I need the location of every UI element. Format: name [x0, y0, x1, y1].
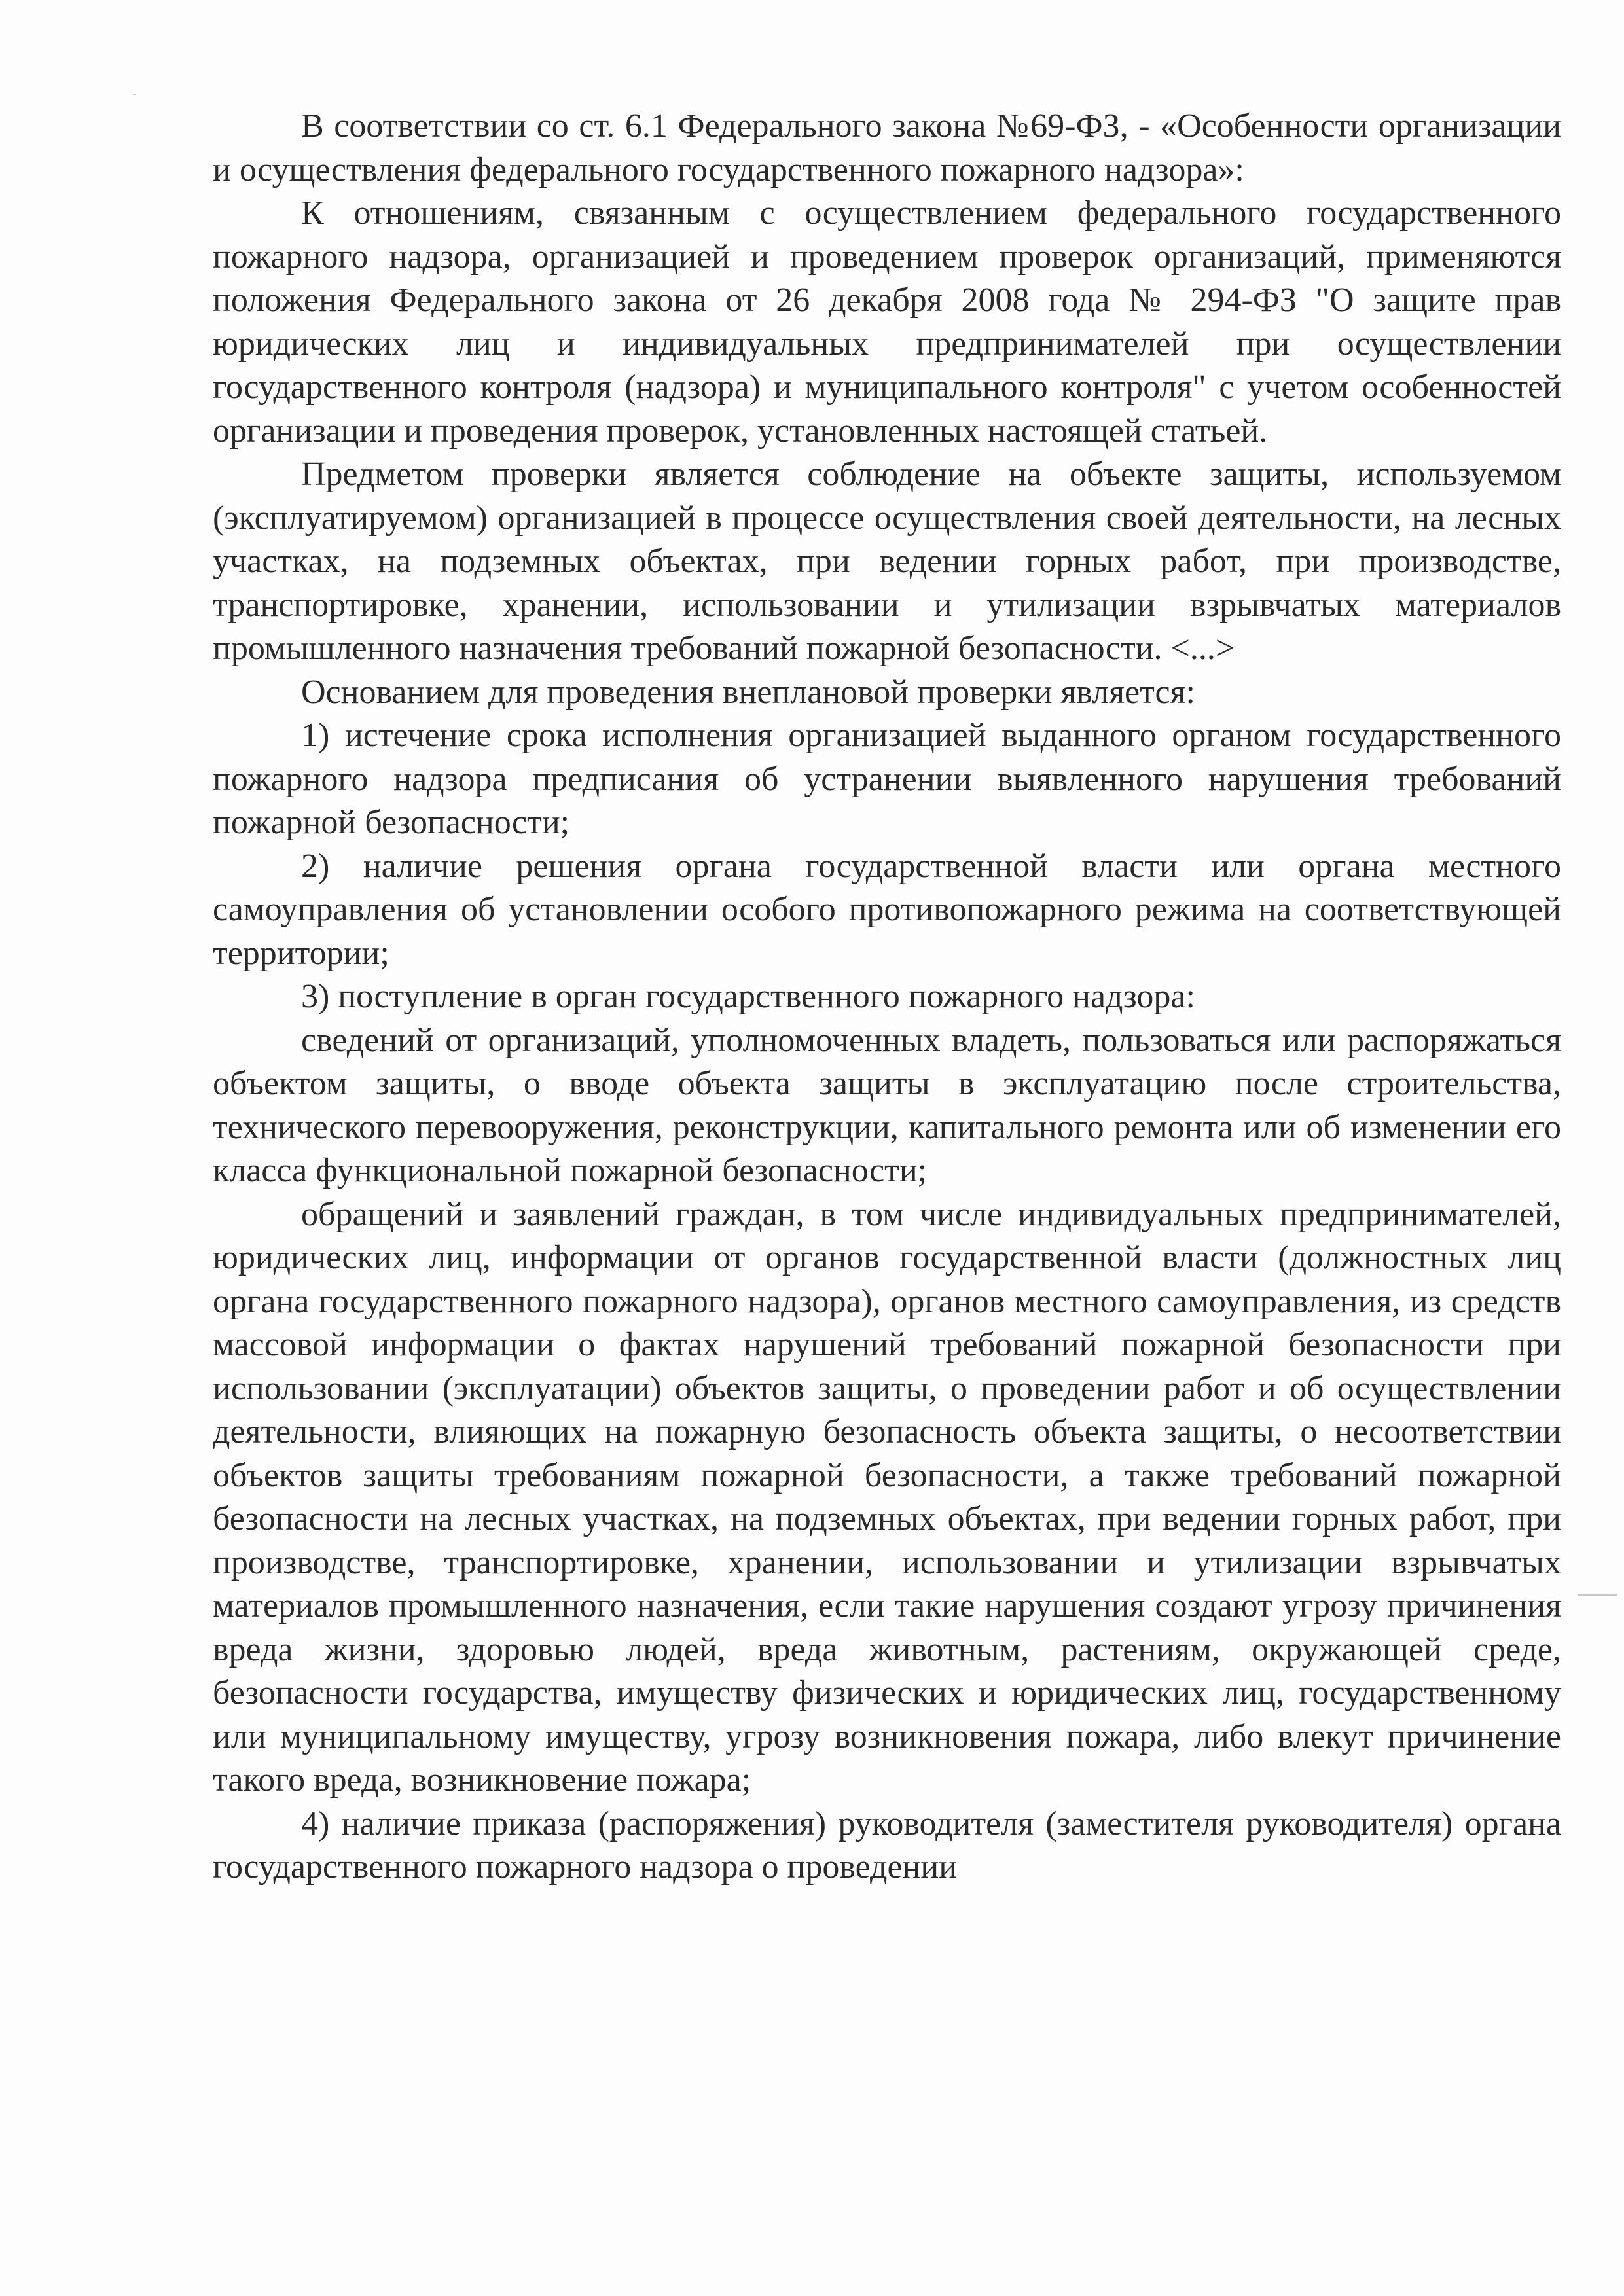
intro-paragraph: В соответствии со ст. 6.1 Федерального закона №69-ФЗ, - «Особенности организации и осуществления федерального государственного пожарного надзора»: [213, 107, 1561, 188]
ground-item-1: 1) истечение срока исполнения организацией выданного органом государственного пожарного надзора предписания об устранении выявленного нарушения требований пожарной безопасности; [213, 717, 1561, 841]
ground-item-3-info: сведений от организаций, уполномоченных владеть, пользоваться или распоряжаться объектом защиты, о вводе объекта защиты в эксплуатацию после строительства, технического перевооружения, реконструкции, капитального ремонта или об изменении его класса функциональной пожарной безопасности; [213, 1021, 1561, 1189]
ground-item-3-appeals: обращений и заявлений граждан, в том числе индивидуальных предпринимателей, юридических лиц, информации от органов государственной власти (должностных лиц органа государственного пожарного надзора), органов местного самоуправления, из средств массовой информации о фактах нарушений требований пожарной безопасности при использовании (эксплуатации) объектов защиты, о проведении работ и об осуществлении деятельности, влияющих на пожарную безопасность объекта защиты, о несоответствии объектов защиты требованиям пожарной безопасности, а также требований пожарной безопасности на лесных участках, на подземных объектах, при ведении горных работ, при производстве, транспортировке, хранении, использовании и утилизации взрывчатых материалов промышленного назначения, если такие нарушения создают угрозу причинения вреда жизни, здоровью людей, вреда животным, растениям, окружающей среде, безопасности государства, имуществу физических и юридических лиц, государственному или муниципальному имуществу, угрозу возникновения пожара, либо влекут причинение такого вреда, возникновение пожара; [213, 1195, 1561, 1799]
subject-paragraph: Предметом проверки является соблюдение на объекте защиты, используемом (эксплуатируемом) организацией в процессе осуществления своей деятельности, на лесных участках, на подземных объектах, при ведении горных работ, при производстве, транспортировке, хранении, использовании и утилизации взрывчатых материалов промышленного назначения требований пожарной безопасности. <...> [213, 456, 1561, 667]
ground-item-4: 4) наличие приказа (распоряжения) руководителя (заместителя руководителя) органа государственного пожарного надзора о проведении [213, 1804, 1561, 1886]
document-body [213, 105, 1561, 1890]
relations-paragraph: К отношениям, связанным с осуществлением федерального государственного пожарного надзора, организацией и проведением проверок организаций, применяются положения Федерального закона от 26 декабря 2008 года № 294-ФЗ "О защите прав юридических лиц и индивидуальных предпринимателей при осуществлении государственного контроля (надзора) и муниципального контроля" с учетом особенностей организации и проведения проверок, установленных настоящей статьей. [213, 194, 1561, 450]
scan-dot [133, 94, 136, 95]
ground-item-2: 2) наличие решения органа государственной власти или органа местного самоуправления об установлении особого противопожарного режима на соответствующей территории; [213, 847, 1561, 972]
ground-item-3: 3) поступление в орган государственного пожарного надзора: [301, 978, 1195, 1015]
grounds-heading: Основанием для проведения внеплановой проверки является: [301, 673, 1195, 711]
scan-margin-line [1578, 1594, 1617, 1596]
